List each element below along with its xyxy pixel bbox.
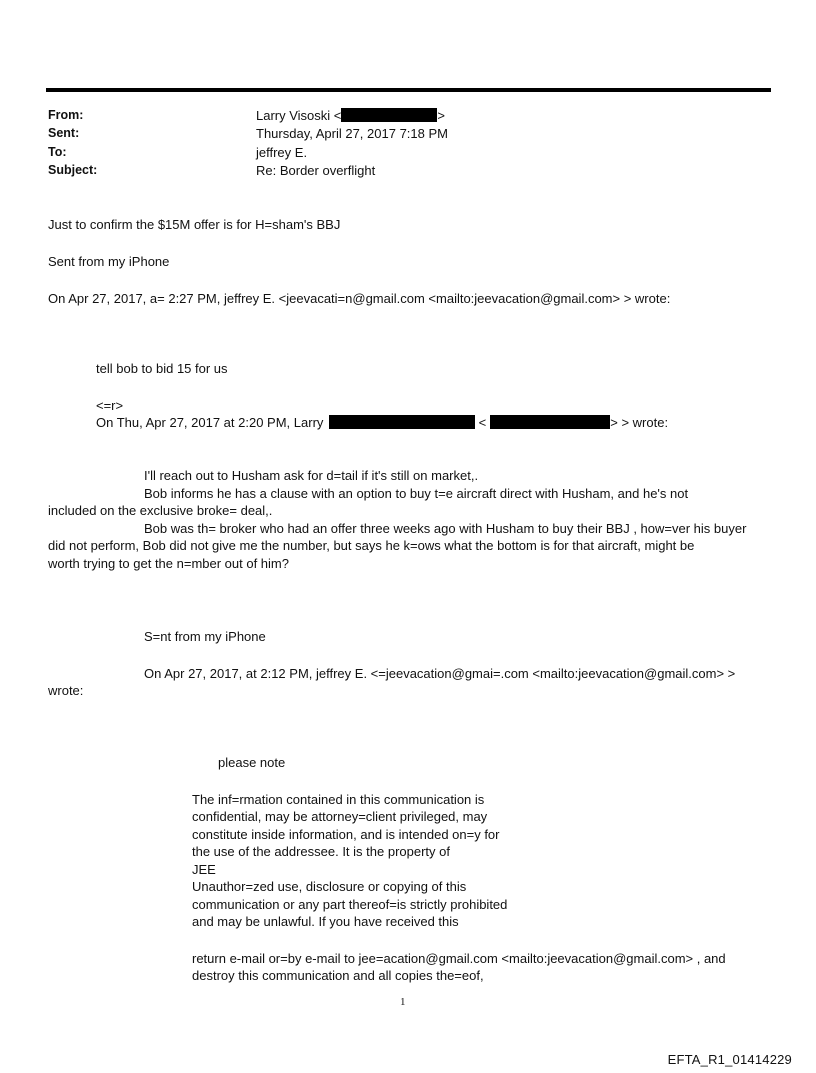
from-value [256, 108, 445, 123]
quote1-on-wrote [96, 414, 668, 431]
quote2-wrote: wrote: [48, 683, 84, 698]
from-close: > [437, 108, 445, 123]
body-line-confirm: Just to confirm the $15M offer is for H=sham's BBJ [48, 217, 341, 232]
quote1-lt: < [478, 415, 487, 430]
disclaimer-line: communication or any part thereof=is strictly prohibited [192, 897, 508, 912]
from-label: From: [48, 108, 84, 122]
quote2-line3b: did not perform, Bob did not give me the number, but says he k=ows what the bottom is for that aircraft, might be [48, 538, 695, 553]
redaction-block [490, 415, 610, 429]
quote1-line: tell bob to bid 15 for us [96, 361, 228, 376]
disclaimer-line: JEE [192, 862, 216, 877]
quote2-line2b: included on the exclusive broke= deal,. [48, 503, 273, 518]
redaction-block [329, 415, 475, 429]
disclaimer-line: and may be unlawful. If you have received this [192, 914, 459, 929]
disclaimer-line: Unauthor=zed use, disclosure or copying of this [192, 879, 467, 894]
sent-value: Thursday, April 27, 2017 7:18 PM [256, 126, 448, 141]
to-value: jeffrey E. [256, 145, 308, 160]
subject-label: Subject: [48, 163, 98, 177]
page-number: 1 [400, 996, 406, 1008]
quote3-note: please note [218, 755, 286, 770]
quote2-on: On Apr 27, 2017, at 2:12 PM, jeffrey E. <=jeevacation@gmai=.com <mailto:jeevacation@gmail.com> > [144, 666, 736, 681]
quote1-marker: <=r> [96, 398, 124, 413]
body-line-on-wrote: On Apr 27, 2017, a= 2:27 PM, jeffrey E. <jeevacati=n@gmail.com <mailto:jeevacation@gmail.com> > wrote: [48, 291, 671, 306]
disclaimer-line: the use of the addressee. It is the property of [192, 844, 450, 859]
disclaimer-line: confidential, may be attorney=client privileged, may [192, 809, 488, 824]
quote2-line3a: Bob was th= broker who had an offer three weeks ago with Husham to buy their BBJ , how=ver his buyer [144, 521, 747, 536]
quote2-sent: S=nt from my iPhone [144, 629, 266, 644]
disclaimer-line: constitute inside information, and is intended on=y for [192, 827, 500, 842]
header-rule [46, 88, 771, 92]
from-name: Larry Visoski < [256, 108, 342, 123]
bates-number: EFTA_R1_01414229 [667, 1052, 792, 1067]
body-line-sent-from: Sent from my iPhone [48, 254, 170, 269]
quote2-line3c: worth trying to get the n=mber out of him? [48, 556, 289, 571]
sent-label: Sent: [48, 126, 80, 140]
to-label: To: [48, 145, 67, 159]
quote1-wrote: > > wrote: [610, 415, 669, 430]
subject-value: Re: Border overflight [256, 163, 376, 178]
quote2-line2a: Bob informs he has a clause with an option to buy t=e aircraft direct with Husham, and he's not [144, 486, 689, 501]
disclaimer-return-1: return e-mail or=by e-mail to jee=acation@gmail.com <mailto:jeevacation@gmail.com> , and [192, 951, 726, 966]
disclaimer-line: The inf=rmation contained in this communication is [192, 792, 485, 807]
disclaimer-return-2: destroy this communication and all copies the=eof, [192, 968, 484, 983]
redaction-block [341, 108, 437, 122]
quote2-line1: I'll reach out to Husham ask for d=tail if it's still on market,. [144, 468, 479, 483]
quote1-on-text: On Thu, Apr 27, 2017 at 2:20 PM, Larry [96, 415, 324, 430]
